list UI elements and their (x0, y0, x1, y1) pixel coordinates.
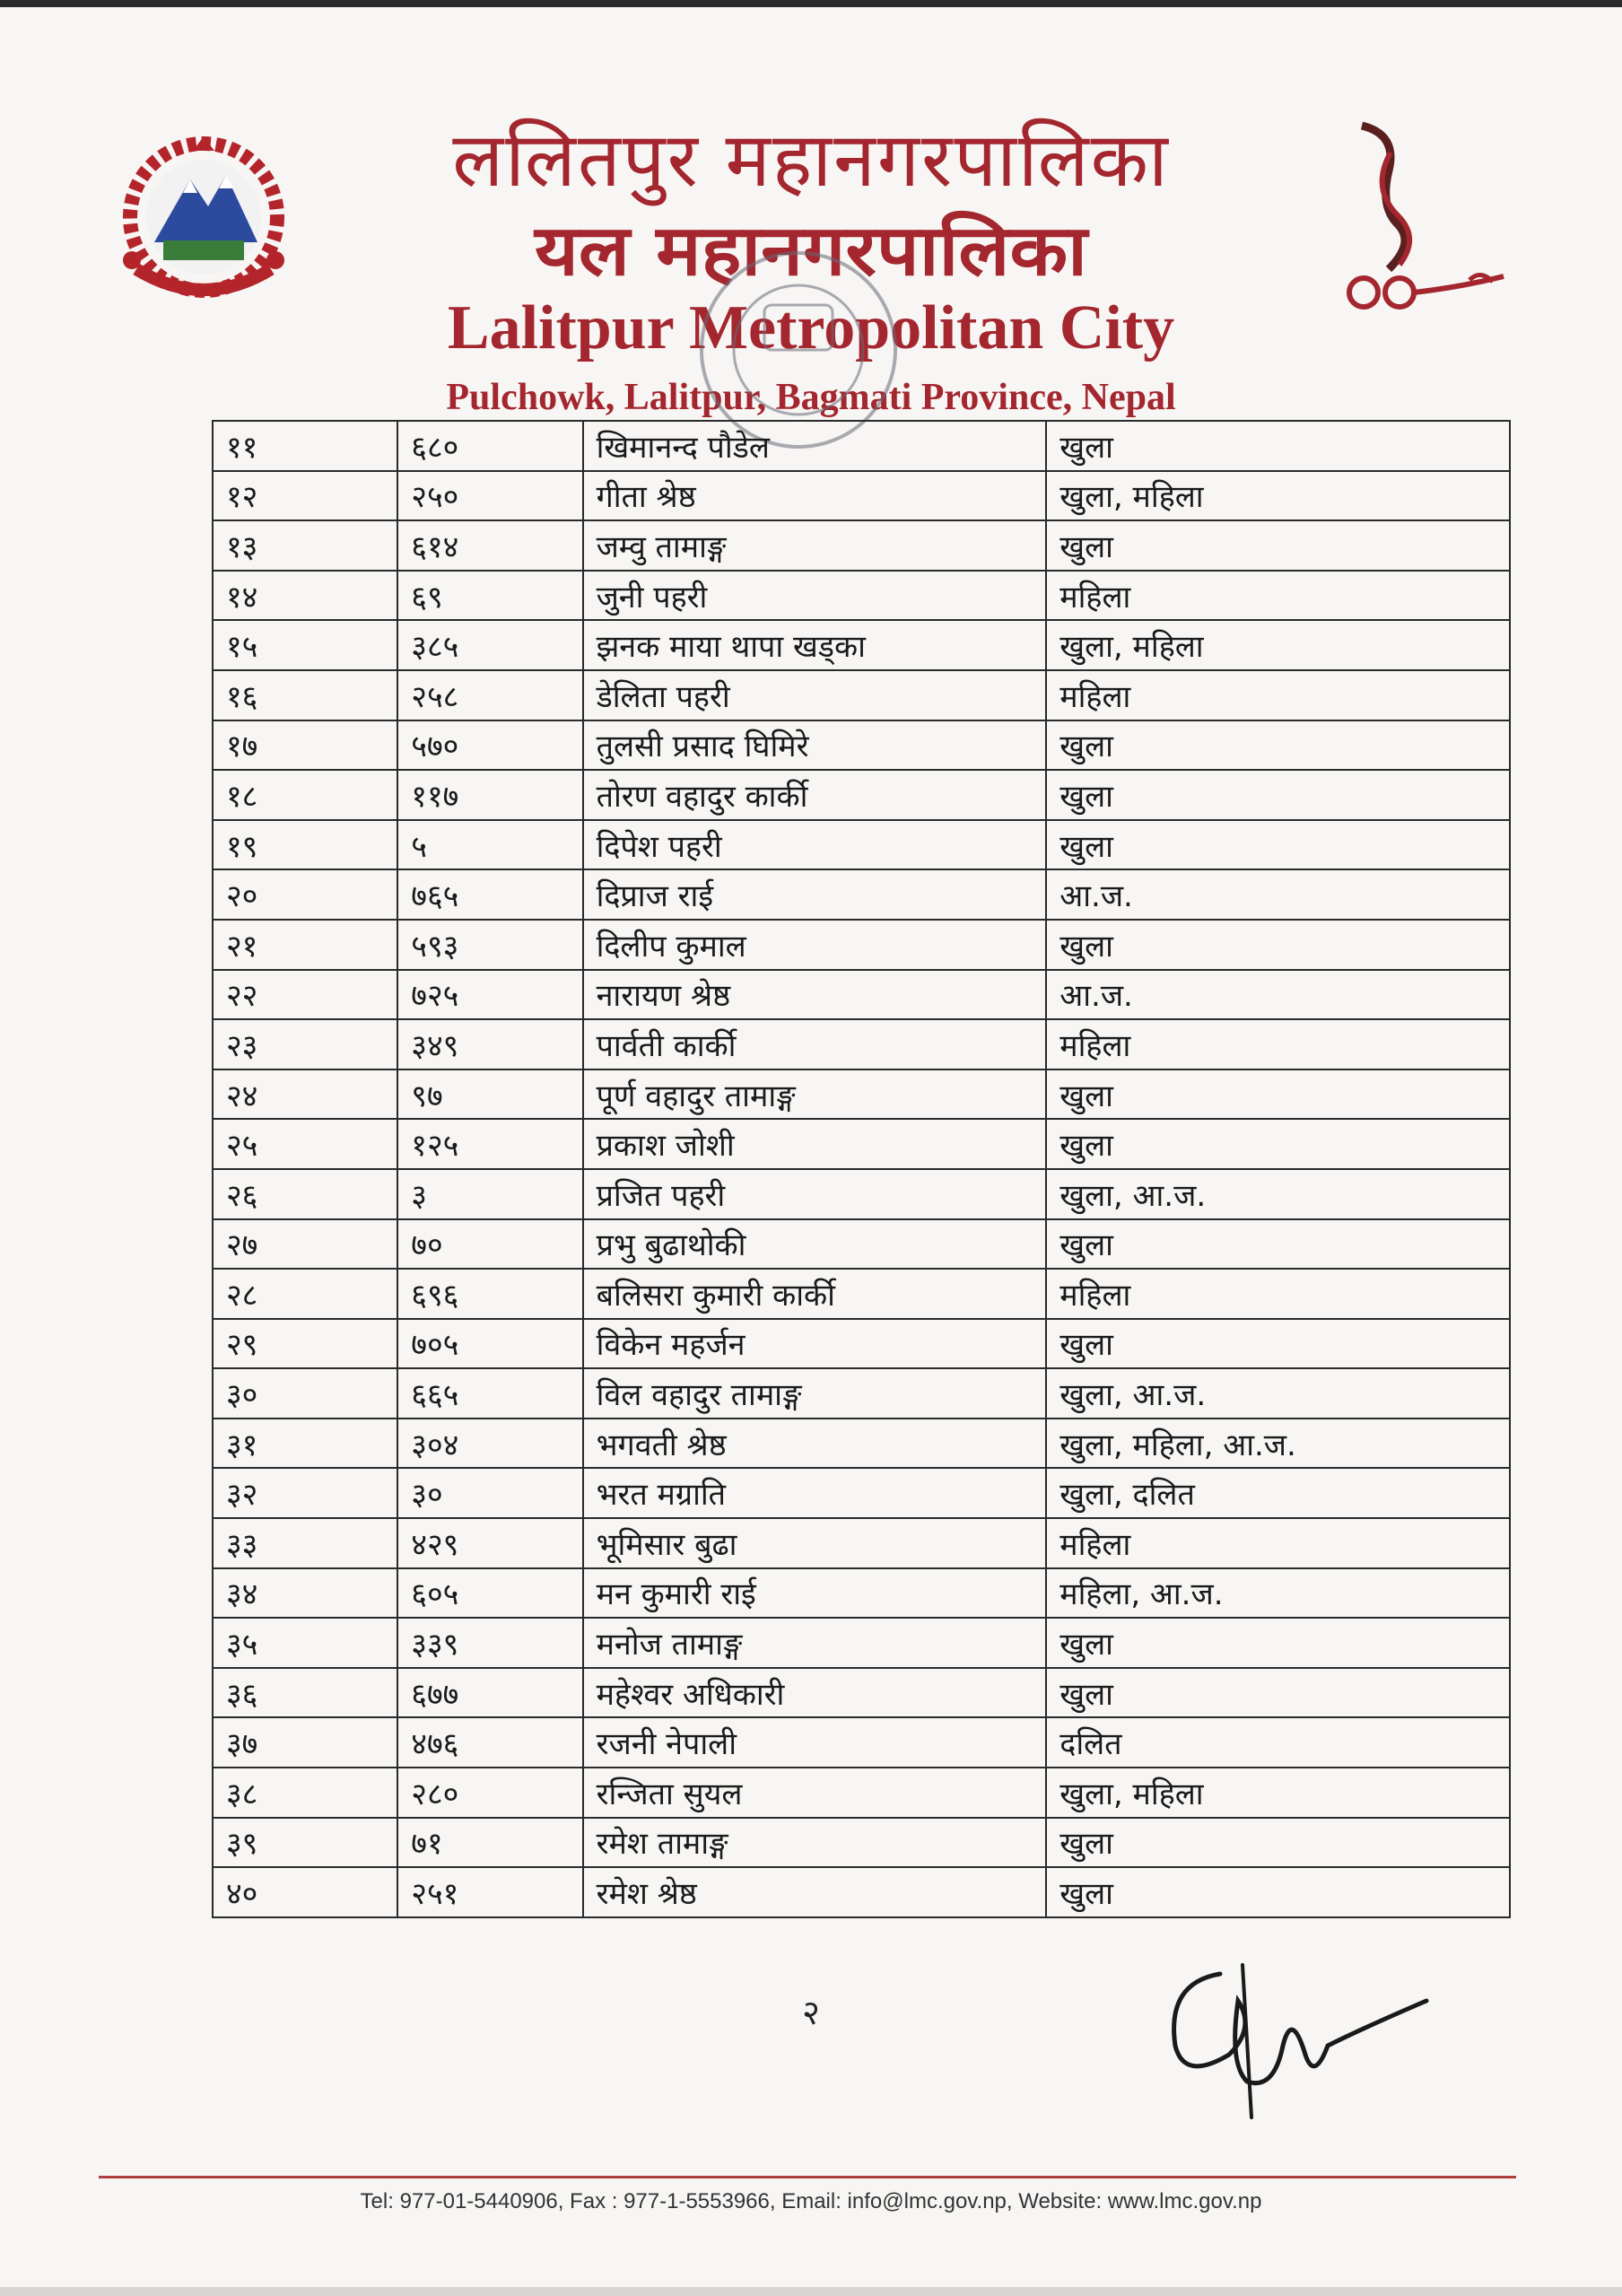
serial-number-cell: १२ (213, 471, 397, 521)
candidate-name-cell: रजनी नेपाली (583, 1717, 1047, 1768)
table-row (213, 1717, 1510, 1768)
serial-number-cell: ३७ (213, 1717, 397, 1768)
candidate-name-cell: भूमिसार बुढा (583, 1518, 1047, 1568)
table-row (213, 520, 1510, 571)
candidate-name-cell: झनक माया थापा खड्का (583, 620, 1047, 670)
category-cell: आ.ज. (1046, 970, 1510, 1020)
candidate-name-cell: डेलिता पहरी (583, 670, 1047, 720)
table-row (213, 571, 1510, 621)
category-cell: महिला (1046, 1269, 1510, 1319)
roll-number-cell: २५८ (397, 670, 582, 720)
roll-number-cell: ९७ (397, 1069, 582, 1120)
candidate-name-cell: तुलसी प्रसाद घिमिरे (583, 720, 1047, 771)
table-row (213, 920, 1510, 970)
category-cell: खुला, आ.ज. (1046, 1368, 1510, 1419)
table-row (213, 720, 1510, 771)
category-cell: खुला (1046, 1319, 1510, 1369)
candidate-name-cell: मन कुमारी राई (583, 1568, 1047, 1619)
serial-number-cell: ३६ (213, 1668, 397, 1718)
roll-number-cell: ६९ (397, 571, 582, 621)
category-cell: महिला, आ.ज. (1046, 1568, 1510, 1619)
candidate-name-cell: दिप्राज राई (583, 869, 1047, 920)
table-row (213, 1019, 1510, 1069)
table-row (213, 1568, 1510, 1619)
table-row (213, 620, 1510, 670)
page-edge (0, 2287, 1622, 2296)
serial-number-cell: ३४ (213, 1568, 397, 1619)
roll-number-cell: २५० (397, 471, 582, 521)
serial-number-cell: २५ (213, 1119, 397, 1169)
category-cell: खुला (1046, 1119, 1510, 1169)
table-row (213, 970, 1510, 1020)
category-cell: महिला (1046, 670, 1510, 720)
candidate-name-cell: तोरण वहादुर कार्की (583, 770, 1047, 820)
table-row (213, 1818, 1510, 1868)
category-cell: खुला (1046, 1219, 1510, 1270)
serial-number-cell: २९ (213, 1319, 397, 1369)
serial-number-cell: ३५ (213, 1618, 397, 1668)
serial-number-cell: ४० (213, 1867, 397, 1917)
table-row (213, 1219, 1510, 1270)
candidate-name-cell: विल वहादुर तामाङ्ग (583, 1368, 1047, 1419)
roll-number-cell: ३४९ (397, 1019, 582, 1069)
serial-number-cell: २८ (213, 1269, 397, 1319)
roll-number-cell: ४७६ (397, 1717, 582, 1768)
serial-number-cell: २१ (213, 920, 397, 970)
page-number: २ (802, 1993, 820, 2032)
roll-number-cell: २८० (397, 1768, 582, 1818)
roll-number-cell: ७० (397, 1219, 582, 1270)
candidate-name-cell: भगवती श्रेष्ठ (583, 1419, 1047, 1469)
candidate-name-cell: विकेन महर्जन (583, 1319, 1047, 1369)
serial-number-cell: २२ (213, 970, 397, 1020)
roll-number-cell: ५७० (397, 720, 582, 771)
candidate-name-cell: बलिसरा कुमारी कार्की (583, 1269, 1047, 1319)
category-cell: खुला (1046, 520, 1510, 571)
candidate-name-cell: जुनी पहरी (583, 571, 1047, 621)
table-row (213, 1169, 1510, 1219)
candidate-name-cell: भरत मग्राति (583, 1468, 1047, 1518)
serial-number-cell: ३० (213, 1368, 397, 1419)
category-cell: खुला, दलित (1046, 1468, 1510, 1518)
category-cell: दलित (1046, 1717, 1510, 1768)
category-cell: खुला (1046, 1668, 1510, 1718)
candidate-name-cell: खिमानन्द पौडेल (583, 421, 1047, 471)
category-cell: खुला (1046, 421, 1510, 471)
candidate-name-cell: महेश्वर अधिकारी (583, 1668, 1047, 1718)
serial-number-cell: ३२ (213, 1468, 397, 1518)
roll-number-cell: ७२५ (397, 970, 582, 1020)
roll-number-cell: ६८० (397, 421, 582, 471)
category-cell: आ.ज. (1046, 869, 1510, 920)
table-row (213, 1119, 1510, 1169)
roll-number-cell: ३८५ (397, 620, 582, 670)
table-row (213, 869, 1510, 920)
table-row (213, 421, 1510, 471)
serial-number-cell: २३ (213, 1019, 397, 1069)
table-row (213, 1867, 1510, 1917)
roll-number-cell: १२५ (397, 1119, 582, 1169)
category-cell: खुला (1046, 920, 1510, 970)
category-cell: खुला, महिला (1046, 471, 1510, 521)
candidate-name-cell: नारायण श्रेष्ठ (583, 970, 1047, 1020)
category-cell: खुला, आ.ज. (1046, 1169, 1510, 1219)
candidate-name-cell: प्रजित पहरी (583, 1169, 1047, 1219)
category-cell: खुला (1046, 770, 1510, 820)
candidate-name-cell: दिलीप कुमाल (583, 920, 1047, 970)
serial-number-cell: १५ (213, 620, 397, 670)
serial-number-cell: १४ (213, 571, 397, 621)
serial-number-cell: ३८ (213, 1768, 397, 1818)
table-row (213, 1368, 1510, 1419)
table-row (213, 820, 1510, 870)
category-cell: खुला (1046, 1818, 1510, 1868)
category-cell: खुला (1046, 1867, 1510, 1917)
roll-number-cell: ११७ (397, 770, 582, 820)
org-address: Pulchowk, Lalitpur, Bagmati Province, Nepal (446, 377, 1176, 418)
table-row (213, 1518, 1510, 1568)
serial-number-cell: २४ (213, 1069, 397, 1120)
serial-number-cell: ११ (213, 421, 397, 471)
table-row (213, 770, 1510, 820)
category-cell: खुला, महिला (1046, 620, 1510, 670)
roll-number-cell: ७१ (397, 1818, 582, 1868)
roll-number-cell: ६१४ (397, 520, 582, 571)
category-cell: खुला (1046, 720, 1510, 771)
table-row (213, 1668, 1510, 1718)
org-title-nepali: ललितपुर महानगरपालिका (452, 116, 1170, 204)
serial-number-cell: ३९ (213, 1818, 397, 1868)
roll-number-cell: ६९६ (397, 1269, 582, 1319)
footer-contact: Tel: 977-01-5440906, Fax : 977-1-5553966, Email: info@lmc.gov.np, Website: www.lmc.gov.np (360, 2189, 1262, 2213)
category-cell: खुला, महिला (1046, 1768, 1510, 1818)
category-cell: महिला (1046, 1019, 1510, 1069)
serial-number-cell: २६ (213, 1169, 397, 1219)
roll-number-cell: २५१ (397, 1867, 582, 1917)
candidate-name-cell: रमेश श्रेष्ठ (583, 1867, 1047, 1917)
serial-number-cell: १७ (213, 720, 397, 771)
category-cell: महिला (1046, 1518, 1510, 1568)
serial-number-cell: ३३ (213, 1518, 397, 1568)
candidate-name-cell: दिपेश पहरी (583, 820, 1047, 870)
candidate-name-cell: प्रकाश जोशी (583, 1119, 1047, 1169)
candidate-name-cell: प्रभु बुढाथोकी (583, 1219, 1047, 1270)
org-title-english: Lalitpur Metropolitan City (447, 293, 1175, 362)
serial-number-cell: २० (213, 869, 397, 920)
roll-number-cell: ३३९ (397, 1618, 582, 1668)
candidate-name-cell: रन्जिता सुयल (583, 1768, 1047, 1818)
roll-number-cell: ४२९ (397, 1518, 582, 1568)
roll-number-cell: ६७७ (397, 1668, 582, 1718)
serial-number-cell: १३ (213, 520, 397, 571)
table-row (213, 1618, 1510, 1668)
candidate-name-cell: जम्वु तामाङ्ग (583, 520, 1047, 571)
roll-number-cell: ५९३ (397, 920, 582, 970)
roll-number-cell: ३०४ (397, 1419, 582, 1469)
table-row (213, 1468, 1510, 1518)
roll-number-cell: ७६५ (397, 869, 582, 920)
footer-rule (99, 2176, 1516, 2178)
handwritten-signature-icon (1148, 1947, 1444, 2126)
category-cell: खुला (1046, 820, 1510, 870)
candidate-name-cell: पूर्ण वहादुर तामाङ्ग (583, 1069, 1047, 1120)
table-row (213, 670, 1510, 720)
serial-number-cell: ३१ (213, 1419, 397, 1469)
table-row (213, 1269, 1510, 1319)
table-row (213, 1069, 1510, 1120)
candidate-name-cell: मनोज तामाङ्ग (583, 1618, 1047, 1668)
candidate-name-cell: गीता श्रेष्ठ (583, 471, 1047, 521)
table-row (213, 1768, 1510, 1818)
category-cell: खुला (1046, 1069, 1510, 1120)
roll-number-cell: ३० (397, 1468, 582, 1518)
roll-number-cell: ३ (397, 1169, 582, 1219)
roll-number-cell: ७०५ (397, 1319, 582, 1369)
table-row (213, 471, 1510, 521)
table-row (213, 1419, 1510, 1469)
category-cell: खुला (1046, 1618, 1510, 1668)
candidate-name-cell: पार्वती कार्की (583, 1019, 1047, 1069)
candidate-list-table (212, 420, 1511, 1918)
candidate-name-cell: रमेश तामाङ्ग (583, 1818, 1047, 1868)
table-row (213, 1319, 1510, 1369)
serial-number-cell: १९ (213, 820, 397, 870)
roll-number-cell: ५ (397, 820, 582, 870)
category-cell: महिला (1046, 571, 1510, 621)
category-cell: खुला, महिला, आ.ज. (1046, 1419, 1510, 1469)
roll-number-cell: ६०५ (397, 1568, 582, 1619)
org-title-newari: यल महानगरपालिका (534, 210, 1087, 292)
serial-number-cell: १६ (213, 670, 397, 720)
roll-number-cell: ६६५ (397, 1368, 582, 1419)
serial-number-cell: १८ (213, 770, 397, 820)
page-edge (0, 0, 1622, 7)
serial-number-cell: २७ (213, 1219, 397, 1270)
